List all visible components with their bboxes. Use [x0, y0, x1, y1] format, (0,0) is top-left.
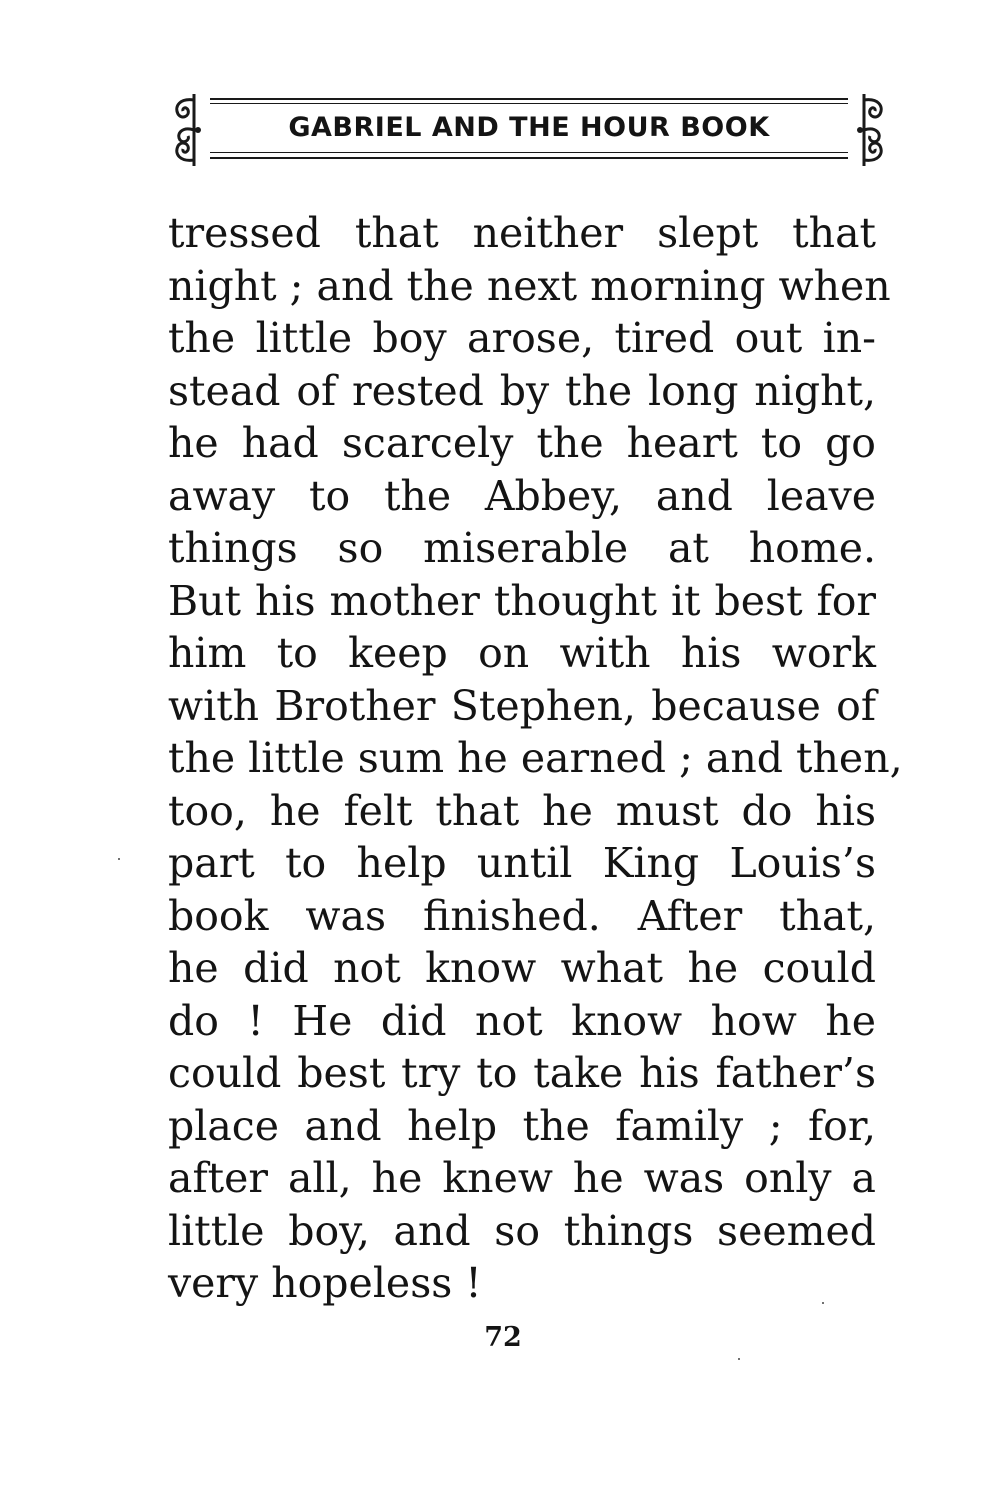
left-header-ornament-icon: [170, 92, 204, 168]
header-rule-top-inner: [210, 103, 848, 104]
text-line: very hopeless !: [168, 1259, 482, 1307]
header-rule-bottom-outer: [210, 157, 848, 159]
text-line: stead of rested by the long night,: [168, 366, 876, 415]
text-line: the little boy arose, tired out in-: [168, 314, 876, 362]
right-header-ornament-icon: [854, 92, 888, 168]
text-line: too, he felt that he must do his: [168, 786, 876, 835]
text-line: he did not know what he could: [168, 944, 876, 992]
text-line: part to help until King Louis’s: [168, 839, 876, 887]
scan-speck: [118, 858, 120, 860]
text-line: him to keep on with his work: [168, 629, 876, 677]
header-rule-top-outer: [210, 98, 848, 100]
text-line: night ; and the next morning when: [168, 261, 891, 310]
text-line: with Brother Stephen, because of: [168, 681, 876, 730]
page-number: 72: [484, 1322, 522, 1353]
text-line: away to the Abbey, and leave: [168, 471, 876, 520]
text-line: after all, he knew he was only a: [168, 1154, 876, 1202]
text-line: he had scarcely the heart to go: [168, 419, 876, 467]
running-header-title: GABRIEL AND THE HOUR BOOK: [288, 112, 770, 143]
text-line: tressed that neither slept that: [168, 209, 876, 257]
text-line: do ! He did not know how he: [168, 996, 876, 1045]
running-header: [170, 92, 888, 168]
text-line: little boy, and so things seemed: [168, 1206, 876, 1255]
body-text: [168, 207, 903, 1310]
text-line: place and help the family ; for,: [168, 1101, 876, 1150]
scan-speck: [822, 1302, 824, 1304]
text-line: But his mother thought it best for: [168, 576, 876, 625]
text-line: could best try to take his father’s: [168, 1049, 876, 1097]
header-rule-bottom-inner: [210, 152, 848, 153]
text-line: the little sum he earned ; and then,: [168, 734, 903, 782]
scan-speck: [738, 1358, 740, 1360]
text-line: book was finished. After that,: [168, 891, 876, 940]
text-line: things so miserable at home.: [168, 524, 876, 572]
